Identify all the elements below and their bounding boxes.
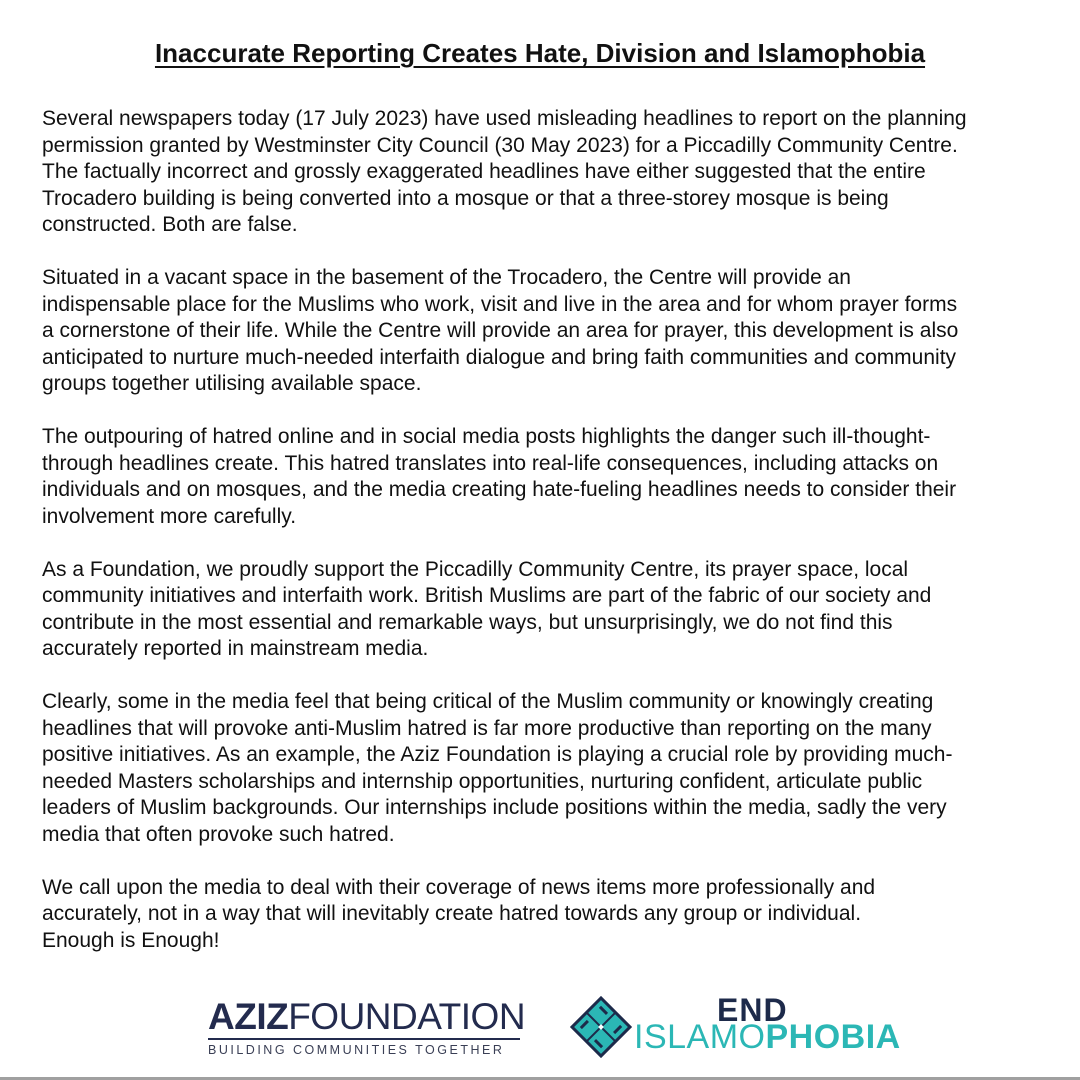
text-line: through headlines create. This hatred translates into real-life consequences, including attacks on (42, 451, 939, 475)
text-line: constructed. Both are false. (42, 213, 298, 236)
text-line: leaders of Muslim backgrounds. Our internships include positions within the media, sadly the very (42, 796, 947, 819)
text-line: individuals and on mosques, and the media creating hate-fueling headlines needs to consider their (42, 478, 957, 501)
text-line: The outpouring of hatred online and in social media posts highlights the danger such ill-thought- (42, 425, 931, 448)
text-line: The factually incorrect and grossly exaggerated headlines have either suggested that the entire (42, 160, 926, 183)
text-line: needed Masters scholarships and internship opportunities, nurturing confident, articulate public (42, 769, 923, 793)
text-line: positive initiatives. As an example, the Aziz Foundation is playing a crucial role by providing much- (42, 743, 953, 766)
paragraph-1 (42, 106, 1043, 239)
end-logo-light-word: ISLAMO (634, 1018, 766, 1056)
paragraph-2 (42, 265, 1043, 398)
aziz-logo-divider (208, 1038, 520, 1040)
geometric-emblem-icon (570, 996, 632, 1058)
aziz-logo-tagline: BUILDING COMMUNITIES TOGETHER (208, 1043, 505, 1057)
aziz-logo-strong: AZIZ (208, 996, 289, 1037)
text-line: As a Foundation, we proudly support the Piccadilly Community Centre, its prayer space, local (42, 557, 909, 581)
end-logo-top-word: END (717, 992, 788, 1028)
paragraph-6 (42, 875, 1043, 955)
text-line: Enough is Enough! (42, 928, 220, 952)
text-line: We call upon the media to deal with their coverage of news items more professionally and (42, 875, 876, 899)
text-line: community initiatives and interfaith work. British Muslims are part of the fabric of our society and (42, 584, 932, 607)
aziz-logo-light: FOUNDATION (288, 996, 526, 1037)
text-line: involvement more carefully. (42, 504, 297, 528)
text-line: headlines that will provoke anti-Muslim hatred is far more productive than reporting on the many (42, 716, 932, 740)
statement-body (42, 106, 1043, 954)
statement-title: Inaccurate Reporting Creates Hate, Division and Islamophobia (154, 38, 926, 68)
text-line: contribute in the most essential and remarkable ways, but unsurprisingly, we do not find this (42, 610, 893, 634)
text-line: groups together utilising available space. (42, 372, 422, 395)
text-line: permission granted by Westminster City Council (30 May 2023) for a Piccadilly Community Centre. (42, 133, 958, 157)
paragraph-4 (42, 557, 1043, 663)
text-line: Trocadero building is being converted into a mosque or that a three-storey mosque is being (42, 186, 889, 210)
aziz-foundation-logo (208, 996, 528, 1062)
text-line: Situated in a vacant space in the basement of the Trocadero, the Centre will provide an (42, 266, 851, 289)
text-line: Several newspapers today (17 July 2023) have used misleading headlines to report on the planning (42, 107, 967, 130)
text-line: accurately, not in a way that will inevitably create hatred towards any group or individual. (42, 902, 862, 925)
text-line: accurately reported in mainstream media. (42, 637, 429, 660)
paragraph-5 (42, 689, 1043, 848)
paragraph-3 (42, 424, 1043, 530)
text-line: indispensable place for the Muslims who work, visit and live in the area and for whom prayer forms (42, 292, 958, 316)
end-islamophobia-logo (570, 994, 915, 1058)
text-line: a cornerstone of their life. While the Centre will provide an area for prayer, this development is also (42, 319, 959, 342)
end-logo-strong-word: PHOBIA (765, 1018, 901, 1056)
text-line: Clearly, some in the media feel that being critical of the Muslim community or knowingly creating (42, 690, 934, 713)
text-line: anticipated to nurture much-needed interfaith dialogue and bring faith communities and community (42, 345, 957, 369)
text-line: media that often provoke such hatred. (42, 822, 395, 846)
